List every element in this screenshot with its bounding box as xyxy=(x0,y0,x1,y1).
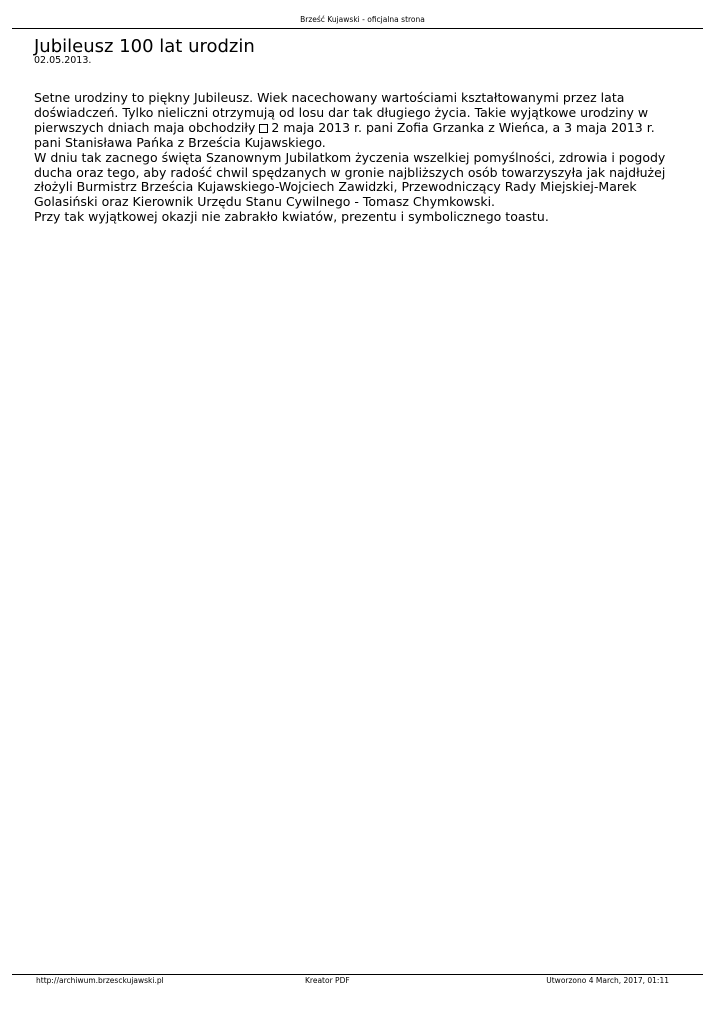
article-line-segment: 2 maja 2013 r. pani Zofia Grzanka z Wieńca, a 3 maja 2013 r. xyxy=(271,119,655,135)
article-line-segment: pierwszych dniach maja obchodziły xyxy=(34,119,256,135)
footer-divider xyxy=(12,974,703,975)
footer-url: http://archiwum.brzesckujawski.pl xyxy=(36,976,164,985)
page-header: Brześć Kujawski - oficjalna strona xyxy=(300,15,425,24)
footer-created-date: Utworzono 4 March, 2017, 01:11 xyxy=(546,976,669,985)
article-line: Przy tak wyjątkowej okazji nie zabrakło kwiatów, prezentu i symbolicznego toastu. xyxy=(34,209,549,225)
article-date: 02.05.2013. xyxy=(34,55,92,66)
article-line: ducha oraz tego, aby radość chwil spędzanych w gronie najbliższych osób towarzyszyła jak najdłużej xyxy=(34,164,666,180)
article-line: Golasiński oraz Kierownik Urzędu Stanu Cywilnego - Tomasz Chymkowski. xyxy=(34,194,496,210)
article-line: pani Stanisława Pańka z Brześcia Kujawskiego. xyxy=(34,134,326,150)
article-line: złożyli Burmistrz Brześcia Kujawskiego-Wojciech Zawidzki, Przewodniczący Rady Miejskiej-Marek xyxy=(34,179,637,195)
header-divider xyxy=(12,28,703,29)
article-line xyxy=(34,121,706,136)
article-title: Jubileusz 100 lat urodzin xyxy=(34,36,255,57)
article-line: Setne urodziny to piękny Jubileusz. Wiek nacechowany wartościami kształtowanymi przez lata xyxy=(34,90,625,105)
checkbox-glyph-icon xyxy=(259,124,268,133)
footer-generator: Kreator PDF xyxy=(305,976,350,985)
article-line: W dniu tak zacnego święta Szanownym Jubilatkom życzenia wszelkiej pomyślności, zdrowia i pogody xyxy=(34,149,666,165)
article-line: doświadczeń. Tylko nieliczni otrzymują od losu dar tak długiego życia. Takie wyjątkowe urodziny w xyxy=(34,104,649,120)
article-body xyxy=(34,91,706,225)
